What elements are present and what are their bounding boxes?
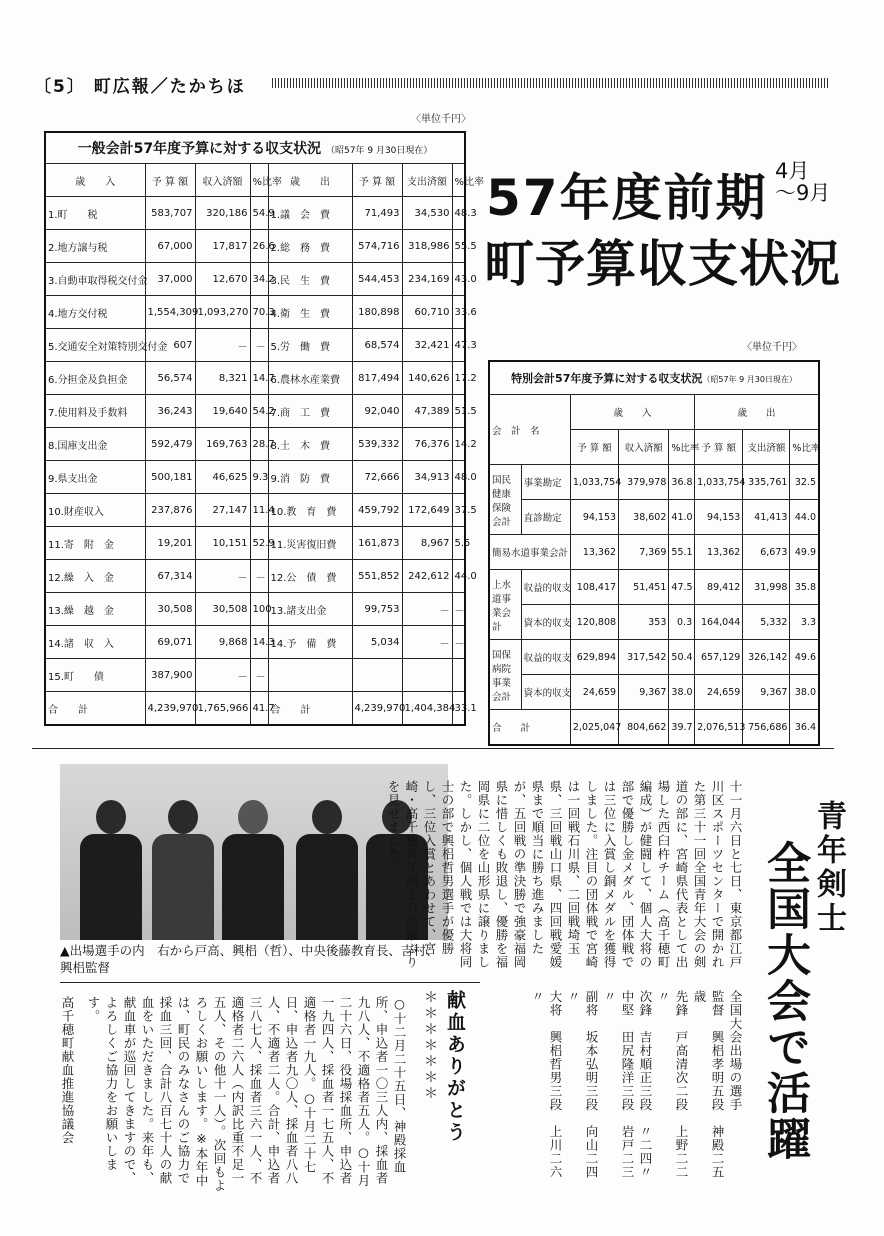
table1-cell: 2.総 務 費: [268, 230, 352, 263]
table-row: [45, 560, 465, 593]
roster-detail: 向山二四〃: [566, 990, 599, 1179]
blood-signature: 高千穂町献血推進協議会: [60, 996, 75, 1145]
table2-cell: 9,367: [743, 675, 790, 710]
general-account-table: [44, 131, 485, 726]
table-row: [45, 263, 465, 296]
table2-cell: 13,362: [570, 535, 618, 570]
table2-cell: 0.3: [669, 605, 695, 640]
table-row: [45, 230, 465, 263]
table1-cell: 67,000: [145, 230, 195, 263]
table2-cell: 94,153: [570, 500, 618, 535]
table1-cell: 172,649: [402, 494, 452, 527]
table-row: [489, 465, 819, 500]
table1-cell: 26.6: [250, 230, 268, 263]
table2-cell: 335,761: [743, 465, 790, 500]
table1-cell: 32,421: [402, 329, 452, 362]
table1-cell: 6.分担金及負担金: [45, 362, 145, 395]
table2-cell: 38.0: [669, 675, 695, 710]
table1-cell: 76,376: [402, 428, 452, 461]
table1-cell: 19,201: [145, 527, 195, 560]
table1-cell: 4,239,970: [352, 692, 402, 726]
table2-cell: 89,412: [695, 570, 743, 605]
table1-cell: 17,817: [195, 230, 250, 263]
table1-cell: 13.諸支出金: [268, 593, 352, 626]
kendo-roster: 全国大会出場の選手 監督 興梠孝明五段 神殿二五歳 先鋒 戸高清次二段 上野二二〃 次鋒 吉村順正三段 〃二四〃 中堅 田尻隆洋三段 岩戸二三〃 副将 坂本弘明三段 向山二四〃 大将 興梠哲男三段 上川二六〃: [530, 990, 743, 1179]
kendo-kicker: 青年剣士: [811, 800, 846, 936]
table-row: [45, 329, 465, 362]
table1-cell: [452, 659, 465, 692]
table2-cell: 108,417: [570, 570, 618, 605]
table2-subheader: %比率: [790, 430, 819, 465]
table1-cell: 100: [250, 593, 268, 626]
table2-cell: 50.4: [669, 640, 695, 675]
table1-cell: 60,710: [402, 296, 452, 329]
table1-cell: 3.自動車取得税交付金: [45, 263, 145, 296]
table-row: [489, 570, 819, 605]
table1-cell: 72,666: [352, 461, 402, 494]
table1-cell: 8,321: [195, 362, 250, 395]
table2-cell: 317,542: [619, 640, 669, 675]
roster-player: 先鋒 戸高清次二段: [674, 990, 689, 1112]
table1-cell: －: [452, 593, 465, 626]
table1-cell: 14.諸 収 入: [45, 626, 145, 659]
table1-cell: 11.寄 附 金: [45, 527, 145, 560]
table2-income-header: 歳 入: [570, 395, 694, 430]
table2-account-header: 会 計 名: [489, 395, 570, 465]
table2-subheader: 予 算 額: [695, 430, 743, 465]
table1-cell: 13.繰 越 金: [45, 593, 145, 626]
table1-cell: 4,239,970: [145, 692, 195, 726]
table1-cell: 8.国庫支出金: [45, 428, 145, 461]
table1-cell: 459,792: [352, 494, 402, 527]
table2-cell: 41.0: [669, 500, 695, 535]
table2-account-name: 上水道事業会計: [489, 570, 521, 640]
table1-header: %比率: [452, 164, 465, 197]
table-row: [45, 197, 465, 230]
table-row: [45, 593, 465, 626]
table1-cell: 34,530: [402, 197, 452, 230]
table1-cell: 583,707: [145, 197, 195, 230]
table1-cell: 56,574: [145, 362, 195, 395]
table1-cell: 607: [145, 329, 195, 362]
table1-cell: 30,508: [145, 593, 195, 626]
table-row: [45, 395, 465, 428]
roster-detail: 神殿二五歳: [692, 990, 725, 1179]
table2-cell: 657,129: [695, 640, 743, 675]
table2-account-name: 国保病院事業会計: [489, 640, 521, 710]
table1-cell: 592,479: [145, 428, 195, 461]
table1-cell: 55.5: [452, 230, 465, 263]
table1-header: 支出済額: [402, 164, 452, 197]
table1-cell: 28.7: [250, 428, 268, 461]
table2-cell: 1,033,754: [570, 465, 618, 500]
table1-cell: 68,574: [352, 329, 402, 362]
table1-cell: 551,852: [352, 560, 402, 593]
table1-cell: 10.教 育 費: [268, 494, 352, 527]
table1-cell: 36,243: [145, 395, 195, 428]
table2-subaccount: 資本的収支: [521, 605, 570, 640]
table2-cell: 326,142: [743, 640, 790, 675]
table1-cell: [352, 659, 402, 692]
table1-cell: 48.3: [452, 197, 465, 230]
table-row: [45, 626, 465, 659]
table1-cell: 7.商 工 費: [268, 395, 352, 428]
table2-cell: 35.8: [790, 570, 819, 605]
table1-cell: 99,753: [352, 593, 402, 626]
table1-cell: 9.3: [250, 461, 268, 494]
table1-header: 歳 出: [268, 164, 352, 197]
table1-cell: 11.4: [250, 494, 268, 527]
table1-header: 歳 入: [45, 164, 145, 197]
table2-subaccount: 収益的収支: [521, 570, 570, 605]
main-title-line1: 57年度前期: [486, 169, 768, 227]
table1-cell: －: [452, 626, 465, 659]
table1-cell: 1.議 会 費: [268, 197, 352, 230]
table1-cell: [268, 659, 352, 692]
table1-cell: 12,670: [195, 263, 250, 296]
table2-cell: 7,369: [619, 535, 669, 570]
table1-cell: 71,493: [352, 197, 402, 230]
table2-cell: 51,451: [619, 570, 669, 605]
table1-cell: 92,040: [352, 395, 402, 428]
table2-cell: 31,998: [743, 570, 790, 605]
table1-cell: 1,093,270: [195, 296, 250, 329]
table1-cell: 1,554,309: [145, 296, 195, 329]
blood-title: 献血ありがとう: [444, 990, 466, 1144]
table2-title: 特別会計57年度予算に対する収支状況（昭57年 9 月30日現在）: [489, 361, 819, 395]
table1-cell: 14.7: [250, 362, 268, 395]
table-row: [45, 362, 465, 395]
table2-cell: 49.9: [790, 535, 819, 570]
table2-total-cell: 2,076,513: [695, 710, 743, 746]
table2-cell: 47.5: [669, 570, 695, 605]
table2-unit: 〈単位千円〉: [742, 342, 802, 353]
table1-cell: 9.消 防 費: [268, 461, 352, 494]
table1-cell: 2.地方譲与税: [45, 230, 145, 263]
table2-cell: 55.1: [669, 535, 695, 570]
table1-cell: 4.衛 生 費: [268, 296, 352, 329]
table1-cell: 5,034: [352, 626, 402, 659]
table1-cell: 41.7: [250, 692, 268, 726]
table2-subheader: 支出済額: [743, 430, 790, 465]
table1-header: %比率: [250, 164, 268, 197]
table1-cell: 37.5: [452, 494, 465, 527]
table1-cell: [402, 659, 452, 692]
table1-cell: 37,000: [145, 263, 195, 296]
table1-cell: 14.3: [250, 626, 268, 659]
table1-cell: 54.9: [250, 197, 268, 230]
table1-cell: 10.財産収入: [45, 494, 145, 527]
table-row: [489, 500, 819, 535]
table1-unit: 〈単位千円〉: [411, 114, 471, 125]
table1-cell: 1,404,384: [402, 692, 452, 726]
table1-cell: 3.民 生 費: [268, 263, 352, 296]
table-row: [45, 692, 465, 726]
table1-cell: 47.3: [452, 329, 465, 362]
table2-subaccount: 直診勘定: [521, 500, 570, 535]
table-row: [45, 428, 465, 461]
table1-cell: 27,147: [195, 494, 250, 527]
table1-cell: 574,716: [352, 230, 402, 263]
table2-subheader: %比率: [669, 430, 695, 465]
table2-cell: 24,659: [695, 675, 743, 710]
table1-cell: 1,765,966: [195, 692, 250, 726]
table1-cell: 817,494: [352, 362, 402, 395]
section-divider: [32, 748, 834, 749]
blood-top-rule: [60, 982, 480, 983]
table2-cell: 24,659: [570, 675, 618, 710]
table1-cell: －: [195, 659, 250, 692]
roster-player: 中堅 田尻隆洋三段: [620, 990, 635, 1112]
table2-cell: 379,978: [619, 465, 669, 500]
blood-title-deco: ＊＊＊＊＊＊＊: [422, 990, 438, 1102]
table2-cell: 41,413: [743, 500, 790, 535]
table2-total-cell: 804,662: [619, 710, 669, 746]
table1-cell: 47,389: [402, 395, 452, 428]
table-row: [45, 494, 465, 527]
table2-cell: 1,033,754: [695, 465, 743, 500]
table2-cell: 120,808: [570, 605, 618, 640]
table1-cell: 33.1: [452, 692, 465, 726]
roster-detail: 上野二二〃: [656, 990, 689, 1179]
table1-cell: 52.9: [250, 527, 268, 560]
table1-cell: 4.地方交付税: [45, 296, 145, 329]
table1-cell: 70.3: [250, 296, 268, 329]
table2-cell: 49.6: [790, 640, 819, 675]
table1-cell: 11.災害復旧費: [268, 527, 352, 560]
table1-cell: 6.農林水産業費: [268, 362, 352, 395]
table2-total-cell: 756,686: [743, 710, 790, 746]
table2-total-cell: 2,025,047: [570, 710, 618, 746]
table2-subaccount: 事業勘定: [521, 465, 570, 500]
table2-cell: 38,602: [619, 500, 669, 535]
table1-cell: 8,967: [402, 527, 452, 560]
table1-cell: －: [250, 659, 268, 692]
kendo-headline: 全国大会で活躍: [759, 840, 810, 1162]
table2-subaccount: 資本的収支: [521, 675, 570, 710]
table2-account-name: 簡易水道事業会計: [489, 535, 570, 570]
table2-cell: 13,362: [695, 535, 743, 570]
table1-cell: 33.6: [452, 296, 465, 329]
table1-cell: 5.交通安全対策特別交付金: [45, 329, 145, 362]
table1-cell: 15.町 債: [45, 659, 145, 692]
table1-cell: 237,876: [145, 494, 195, 527]
table-row: [489, 675, 819, 710]
table2-total-cell: 39.7: [669, 710, 695, 746]
table1-cell: 30,508: [195, 593, 250, 626]
table2-expense-header: 歳 出: [695, 395, 819, 430]
table1-cell: 5.労 働 費: [268, 329, 352, 362]
roster-player: 副将 坂本弘明三段: [584, 990, 599, 1112]
table2-subheader: 予 算 額: [570, 430, 618, 465]
table1-cell: 34,913: [402, 461, 452, 494]
main-title-line2: 町予算収支状況: [484, 235, 841, 293]
table1-cell: 140,626: [402, 362, 452, 395]
title-range: 4月 ～9月: [775, 159, 831, 205]
table1-header: 収入済額: [195, 164, 250, 197]
table1-cell: 48.0: [452, 461, 465, 494]
table1-cell: 合 計: [45, 692, 145, 726]
table2-cell: 36.8: [669, 465, 695, 500]
roster-detail: 上川二六〃: [530, 990, 563, 1179]
table1-cell: 8.土 木 費: [268, 428, 352, 461]
table2-subheader: 収入済額: [619, 430, 669, 465]
table2-cell: 44.0: [790, 500, 819, 535]
table2-subaccount: 収益的収支: [521, 640, 570, 675]
table-row: [489, 535, 819, 570]
table2-cell: 3.3: [790, 605, 819, 640]
table1-cell: 17.2: [452, 362, 465, 395]
roster-player: 監督 興梠孝明五段: [710, 990, 725, 1112]
table2-cell: 9,367: [619, 675, 669, 710]
table2-cell: 629,894: [570, 640, 618, 675]
table1-cell: 51.5: [452, 395, 465, 428]
table1-cell: －: [195, 329, 250, 362]
table1-cell: 69,071: [145, 626, 195, 659]
table2-total-cell: 36.4: [790, 710, 819, 746]
table2-cell: 353: [619, 605, 669, 640]
table1-cell: －: [195, 560, 250, 593]
table1-cell: 43.0: [452, 263, 465, 296]
blood-body: ○十二月二十五日、神殿採血所、申込者一〇三人内、採血者九八人、不適格者五人。○十月二十六日、役場採血所、申込者一九四人、採血者一七五人、不適格者一九人。○十月二十七日、申込者九〇人、採血者八八人、不適者二人。合計、申込者三八七人、採血者三六一人、不適格者二六人（内訳比重不足一五人、その他十一人）。次回もよろしくお願いします。※本年中は、町民のみなさんのご協力で採血三回、合計八百七十人の献血をいただきました。来年も、献血車が巡回してきますので、よろしくご協力をお願いします。: [86, 996, 407, 1193]
table1-cell: 318,986: [402, 230, 452, 263]
table1-cell: 67,314: [145, 560, 195, 593]
table1-cell: －: [250, 560, 268, 593]
table1-cell: 14.予 備 費: [268, 626, 352, 659]
table1-title: 一般会計57年度予算に対する収支状況 （昭57年 9 月30日現在）: [45, 132, 465, 164]
table1-cell: 1.町 税: [45, 197, 145, 230]
table1-cell: 12.公 債 費: [268, 560, 352, 593]
roster-player: 次鋒 吉村順正三段: [638, 990, 653, 1112]
table1-cell: 10,151: [195, 527, 250, 560]
table2-account-name: 国民健康保険会計: [489, 465, 521, 535]
table-row: [45, 527, 465, 560]
table1-cell: 12.繰 入 金: [45, 560, 145, 593]
table1-cell: 539,332: [352, 428, 402, 461]
table1-cell: 169,763: [195, 428, 250, 461]
page-header: 〔5〕 町広報／たかちほ: [34, 77, 246, 97]
table1-header: 予 算 額: [145, 164, 195, 197]
table1-cell: 320,186: [195, 197, 250, 230]
table1-cell: 46,625: [195, 461, 250, 494]
table2-cell: 32.5: [790, 465, 819, 500]
table1-cell: －: [402, 626, 452, 659]
table2-total-label: 合 計: [489, 710, 570, 746]
table1-cell: 387,900: [145, 659, 195, 692]
table2-cell: 38.0: [790, 675, 819, 710]
table1-cell: 7.使用料及手数料: [45, 395, 145, 428]
table2-cell: 6,673: [743, 535, 790, 570]
table-row: [489, 640, 819, 675]
table1-cell: 544,453: [352, 263, 402, 296]
table1-cell: 9,868: [195, 626, 250, 659]
photo-caption: ▲出場選手の内 右から戸高、興梠（哲）、中央後藤教育長、吉村、興梠監督: [60, 943, 439, 975]
table2-cell: 5,332: [743, 605, 790, 640]
table1-cell: 34.2: [250, 263, 268, 296]
table1-cell: 14.2: [452, 428, 465, 461]
table1-cell: 234,169: [402, 263, 452, 296]
table-row: [45, 659, 465, 692]
roster-detail: 岩戸二三〃: [602, 990, 635, 1179]
table1-cell: 19,640: [195, 395, 250, 428]
special-account-table: [488, 360, 820, 746]
table1-cell: 180,898: [352, 296, 402, 329]
table1-cell: 5.5: [452, 527, 465, 560]
table-row: [45, 461, 465, 494]
roster-detail: 〃二四〃: [638, 1125, 653, 1179]
table-row: [45, 296, 465, 329]
header-rule: [272, 78, 828, 88]
table2-cell: 164,044: [695, 605, 743, 640]
table1-cell: 44.0: [452, 560, 465, 593]
table1-header: 予 算 額: [352, 164, 402, 197]
table2-cell: 94,153: [695, 500, 743, 535]
table-row: [489, 605, 819, 640]
table1-cell: 242,612: [402, 560, 452, 593]
table1-cell: 合 計: [268, 692, 352, 726]
table1-cell: 500,181: [145, 461, 195, 494]
table1-cell: －: [402, 593, 452, 626]
roster-player: 大将 興梠哲男三段: [548, 990, 563, 1112]
table1-cell: 161,873: [352, 527, 402, 560]
table1-cell: －: [250, 329, 268, 362]
table1-cell: 9.県支出金: [45, 461, 145, 494]
table1-cell: 54.2: [250, 395, 268, 428]
kendo-body: 十一月六日と七日、東京都江戸川区スポーツセンターで開かれた第三十一回全国青年大会の剣道の部に、宮崎県代表として出場した西臼杵チーム（高千穂町編成）が健闘して、個人大将の部で優勝し金メダル、団体戦では三位に入賞し銅メダルを獲得しました。注目の団体戦で宮崎は一回戦石川県、二回戦埼玉県、三回戦山口県、四回戦愛媛県まで順当に勝ち進みましたが、五回戦の準決勝で強豪福岡県に惜しくも敗退し、優勝を福岡県に二位を山形県に譲りました。しかし、個人戦では大将同士の部で興梠哲男選手が優勝し、三位入賞とあわせて、宮崎・高千穂青年剣士の活躍ぶりを見せました。: [386, 780, 743, 969]
